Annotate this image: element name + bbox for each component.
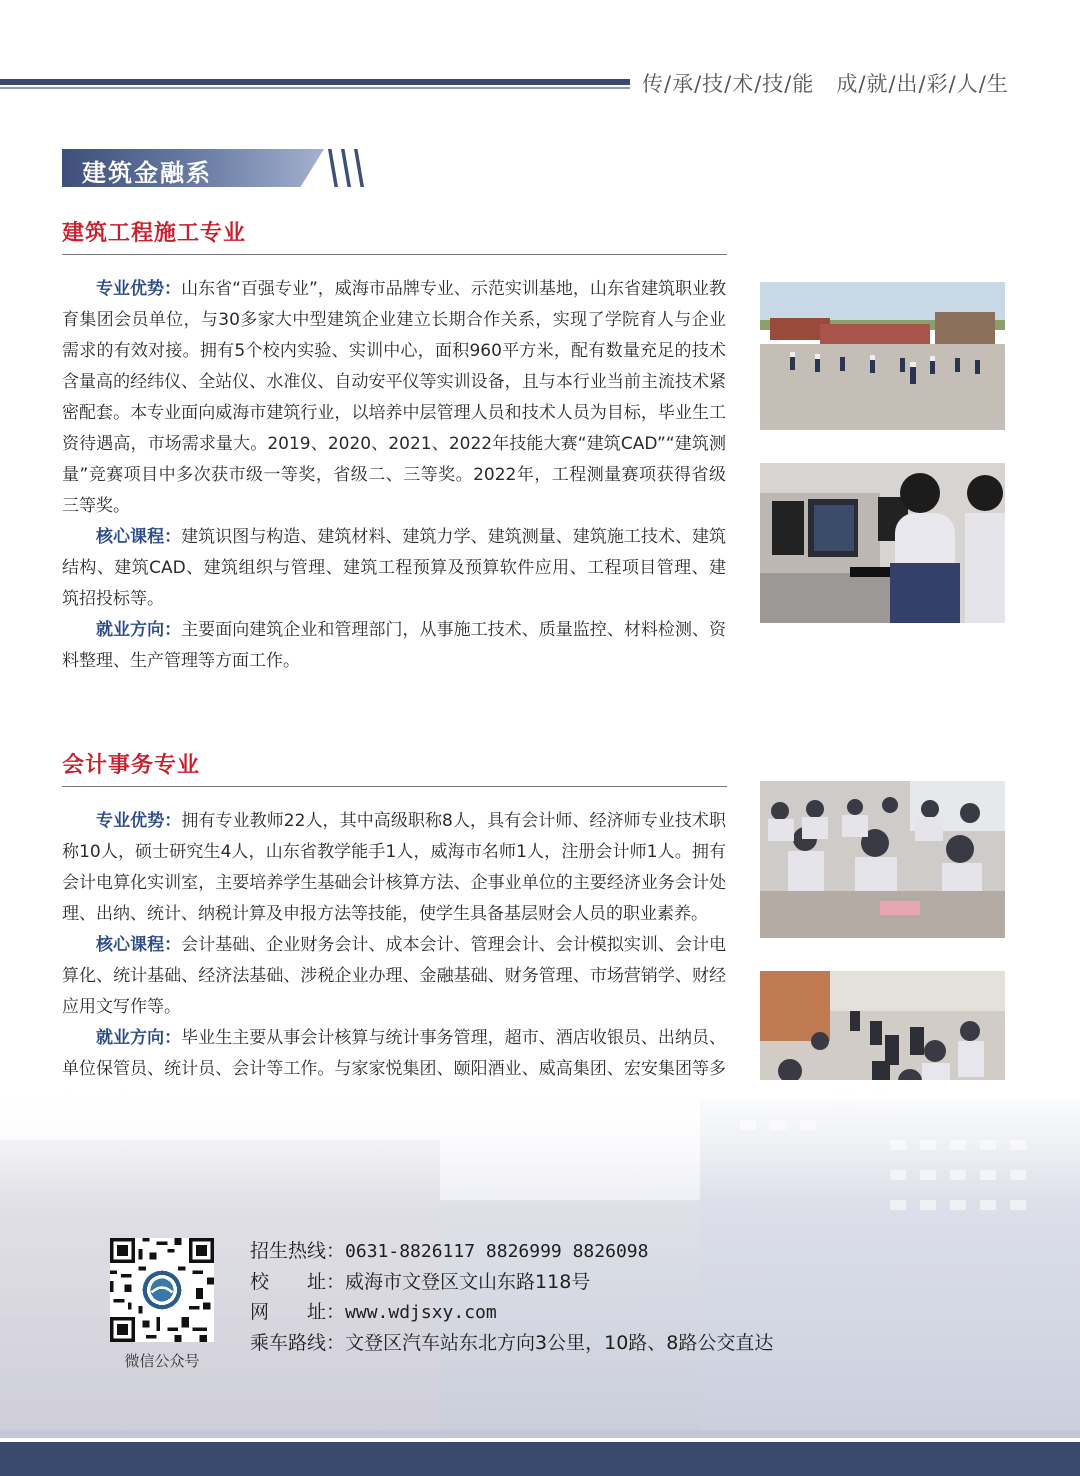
section-rule bbox=[62, 786, 727, 787]
accounting-classroom-photo bbox=[760, 781, 1005, 938]
paragraph-label: 就业方向： bbox=[96, 1028, 182, 1048]
contact-row-website bbox=[250, 1297, 773, 1328]
banner-stripe bbox=[328, 149, 338, 187]
section-body-accounting bbox=[62, 806, 726, 1116]
contact-key: 校 址： bbox=[250, 1271, 346, 1293]
paragraph-employment bbox=[62, 615, 726, 677]
contact-value: 威海市文登区文山东路118号 bbox=[345, 1271, 591, 1293]
paragraph-label: 就业方向： bbox=[96, 620, 182, 640]
paragraph-courses bbox=[62, 930, 726, 1023]
banner-stripe bbox=[354, 149, 364, 187]
section-rule bbox=[62, 254, 727, 255]
qr-caption: 微信公众号 bbox=[124, 1352, 200, 1370]
department-title: 建筑金融系 bbox=[82, 159, 212, 187]
paragraph-courses bbox=[62, 522, 726, 615]
paragraph-advantage bbox=[62, 274, 726, 522]
section-body-construction bbox=[62, 274, 726, 677]
contact-key: 乘车路线： bbox=[250, 1332, 346, 1354]
paragraph-label: 专业优势： bbox=[96, 811, 182, 831]
paragraph-text: 会计基础、企业财务会计、成本会计、管理会计、会计模拟实训、会计电算化、统计基础、经济法基础、涉税企业办理、金融基础、财务管理、市场营销学、财经应用文写作等。 bbox=[62, 935, 727, 1017]
header-slogan bbox=[642, 68, 1062, 98]
contact-value: 0631-8826117 8826999 8826098 bbox=[345, 1241, 649, 1262]
slogan-left: 传/承/技/术/技/能 bbox=[642, 72, 815, 96]
paragraph-text: 主要面向建筑企业和管理部门，从事施工技术、质量监控、材料检测、资料整理、生产管理等方面工作。 bbox=[62, 620, 727, 671]
paragraph-text: 毕业生主要从事会计核算与统计事务管理，超市、酒店收银员、出纳员、单位保管员、统计员、会计等工作。与家家悦集团、颐阳酒业、威高集团、宏安集团等多 bbox=[62, 1028, 727, 1079]
header-rule bbox=[0, 79, 630, 85]
slogan-right: 成/就/出/彩/人/生 bbox=[836, 72, 1009, 96]
footer-bar bbox=[0, 1442, 1080, 1476]
section-title-construction: 建筑工程施工专业 bbox=[62, 221, 247, 246]
cad-computer-lab-photo bbox=[760, 463, 1005, 623]
paragraph-text: 拥有专业教师22人，其中高级职称8人，具有会计师、经济师专业技术职称10人，硕士研究生4人，山东省教学能手1人，威海市名师1人，注册会计师1人。拥有会计电算化实训室，主要培养学生基础会计核算方法、企事业单位的主要经济业务会计处理、出纳、统计、纳税计算及申报方法等技能，使学生具备基层财会人员的职业素养。 bbox=[62, 811, 726, 924]
contact-key: 网 址： bbox=[250, 1301, 346, 1323]
contact-value: 文登区汽车站东北方向3公里，10路、8路公交直达 bbox=[345, 1332, 774, 1354]
contact-row-address bbox=[250, 1267, 773, 1297]
website-link[interactable]: www.wdjsxy.com bbox=[345, 1302, 497, 1323]
header-rule-thin bbox=[0, 87, 630, 89]
contact-info bbox=[250, 1236, 773, 1358]
outdoor-surveying-practice-photo bbox=[760, 282, 1005, 430]
contact-row-route bbox=[250, 1328, 773, 1358]
section-title-accounting: 会计事务专业 bbox=[62, 753, 201, 778]
contact-row-hotline bbox=[250, 1236, 773, 1267]
department-banner bbox=[62, 149, 372, 187]
paragraph-advantage bbox=[62, 806, 726, 930]
paragraph-label: 核心课程： bbox=[96, 527, 182, 547]
banner-stripe bbox=[341, 149, 351, 187]
wechat-qr-code bbox=[110, 1238, 214, 1342]
footer-rule-light bbox=[0, 1430, 1080, 1438]
paragraph-text: 建筑识图与构造、建筑材料、建筑力学、建筑测量、建筑施工技术、建筑结构、建筑CAD、建筑组织与管理、建筑工程预算及预算软件应用、工程项目管理、建筑招投标等。 bbox=[62, 527, 727, 609]
paragraph-label: 核心课程： bbox=[96, 935, 182, 955]
paragraph-text: 山东省“百强专业”，威海市品牌专业、示范实训基地，山东省建筑职业教育集团会员单位，与30多家大中型建筑企业建立长期合作关系，实现了学院育人与企业需求的有效对接。拥有5个校内实验、实训中心，面积960平方米，配有数量充足的技术含量高的经纬仪、全站仪、水准仪、自动安平仪等实训设备，且与本行业当前主流技术紧密配套。本专业面向威海市建筑行业，以培养中层管理人员和技术人员为目标，毕业生工资待遇高，市场需求量大。2019、2020、2021、2022年技能大赛“建筑CAD”“建筑测量”竞赛项目中多次获市级一等奖，省级二、三等奖。2022年，工程测量赛项获得省级三等奖。 bbox=[62, 279, 726, 516]
paragraph-label: 专业优势： bbox=[96, 279, 182, 299]
contact-key: 招生热线： bbox=[250, 1240, 346, 1262]
